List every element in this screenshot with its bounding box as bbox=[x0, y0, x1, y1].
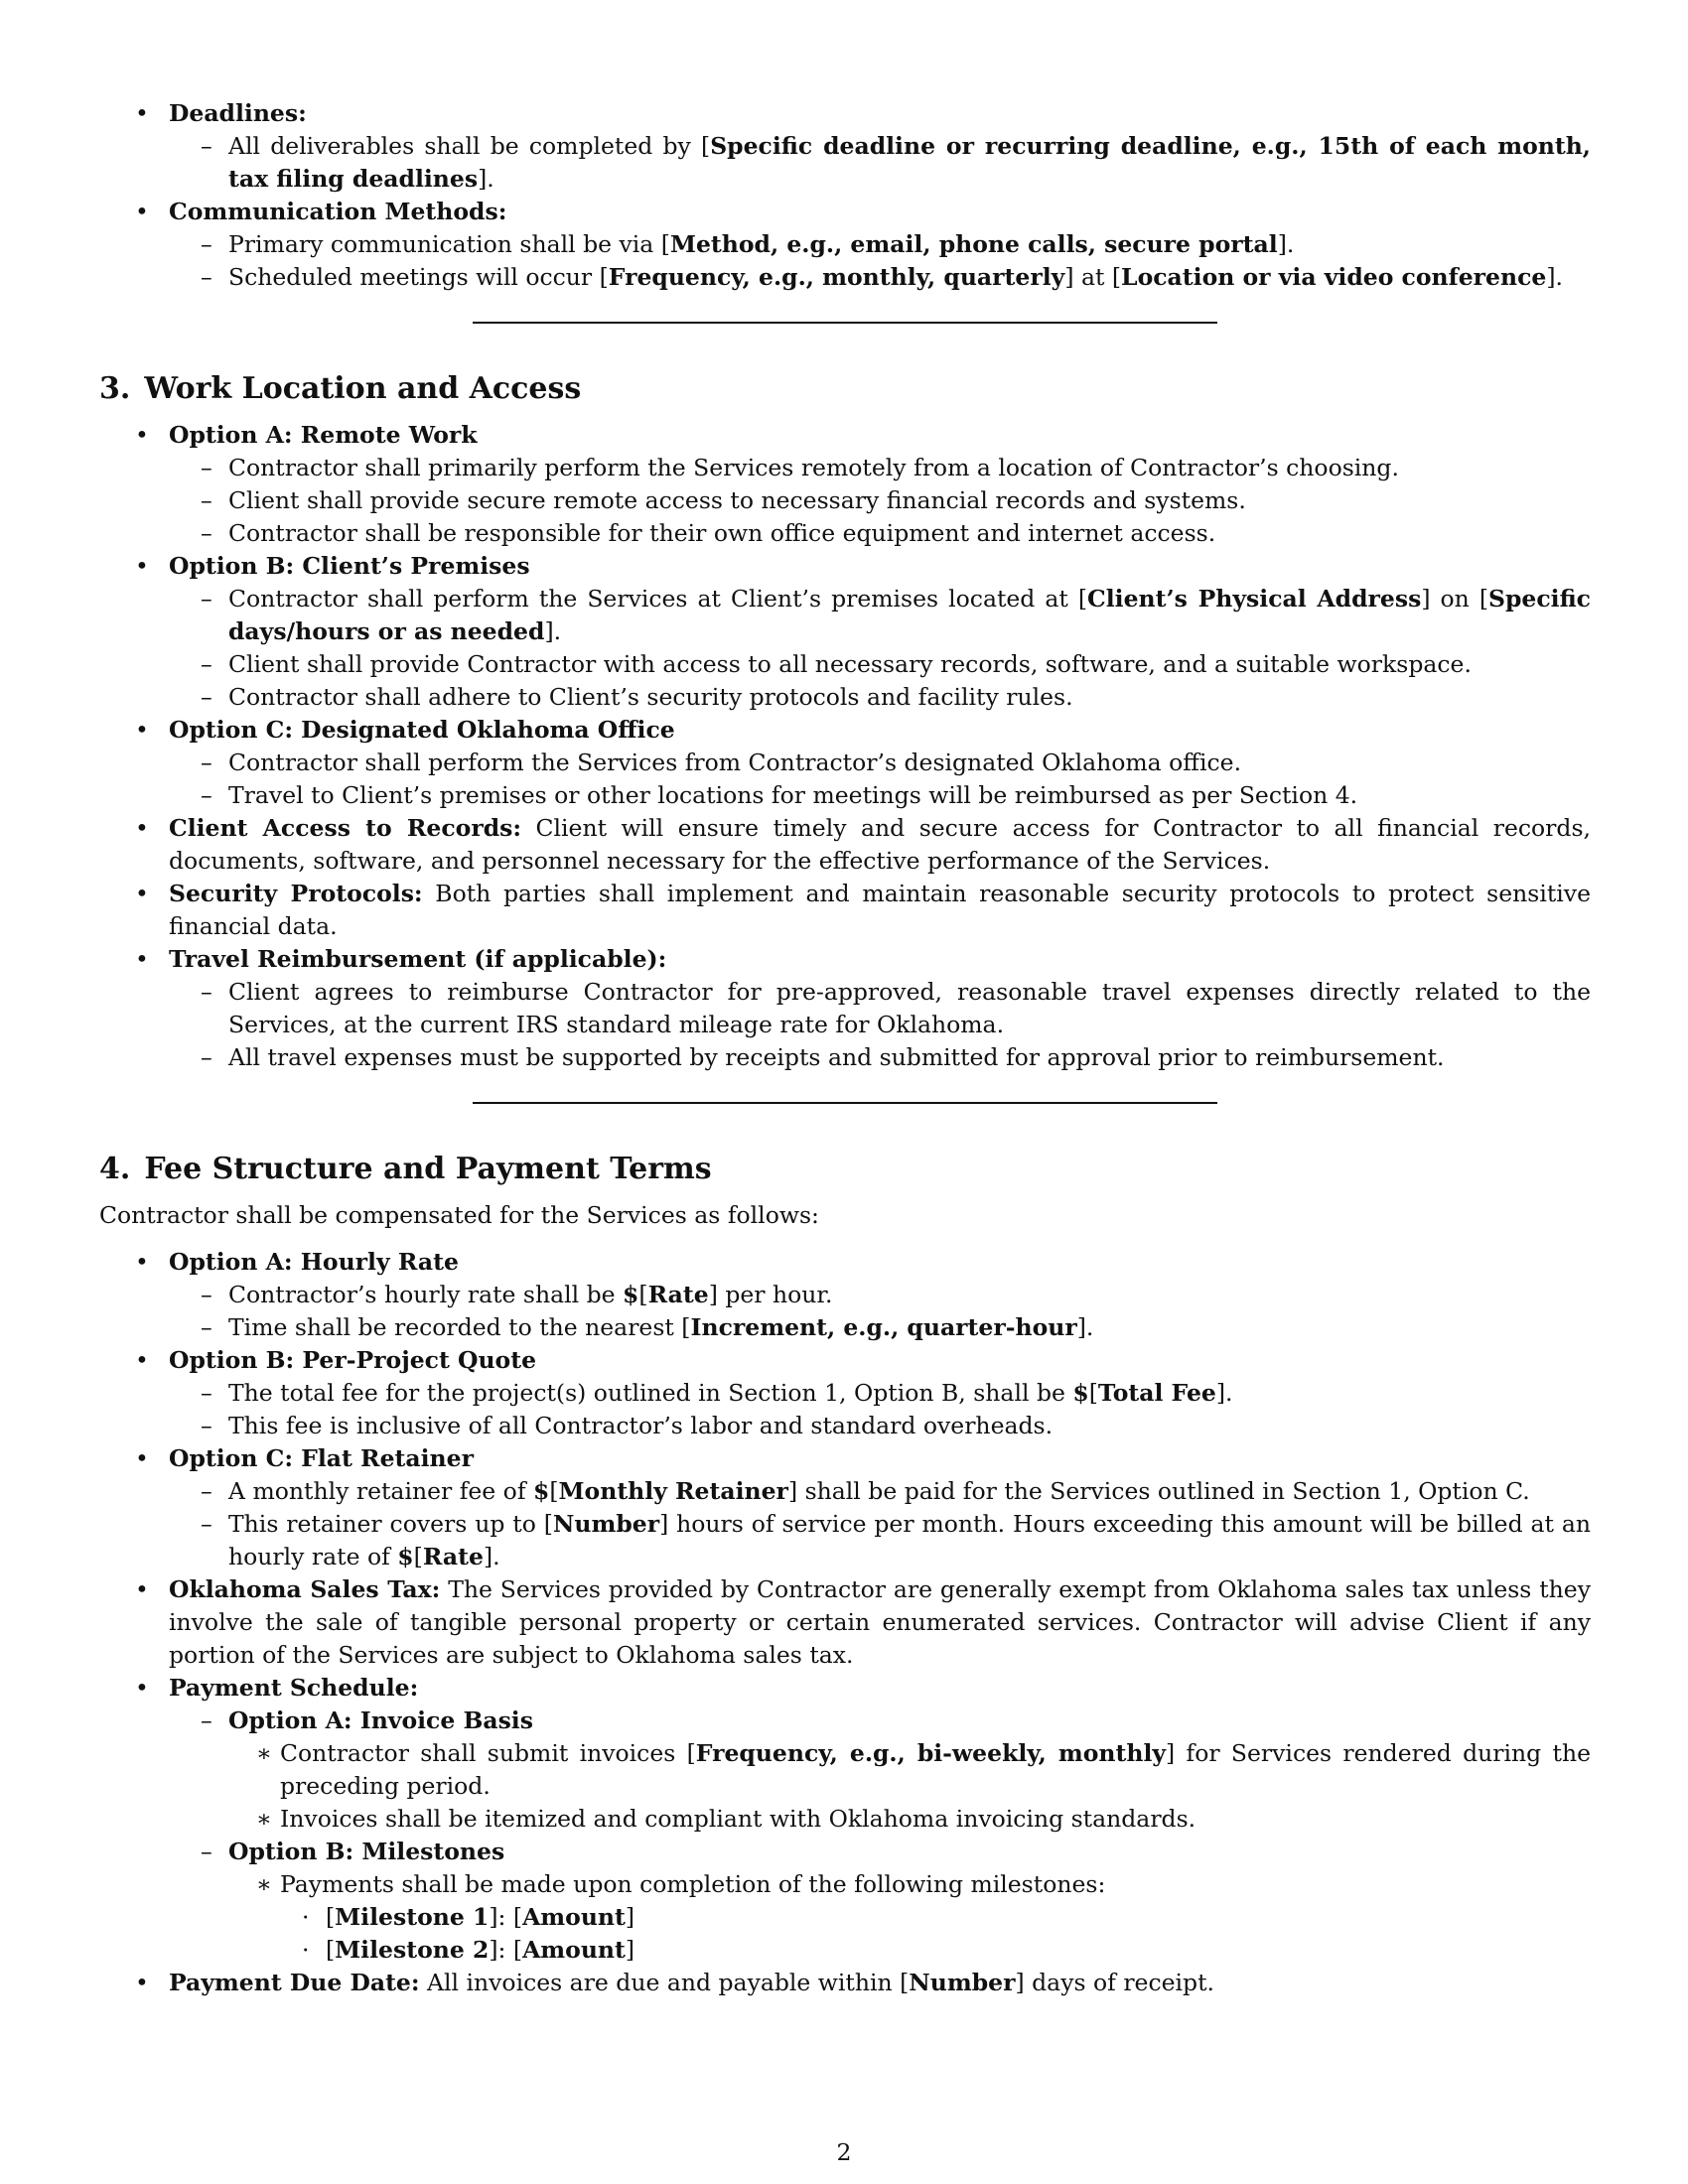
communication-subitem: – Primary communication shall be via [Method, e.g., email, phone calls, secure portal]. bbox=[169, 228, 1591, 261]
deadlines-subitem: – All deliverables shall be completed by [Specific deadline or recurring deadline, e.g., 15th of each month, tax filing deadlines]. bbox=[169, 130, 1591, 196]
list-item: – Contractor shall primarily perform the Services remotely from a location of Contractor’s choosing. bbox=[169, 452, 1591, 484]
section-4-intro: Contractor shall be compensated for the Services as follows: bbox=[99, 1201, 819, 1229]
list-item: – Contractor shall perform the Services from Contractor’s designated Oklahoma office. bbox=[169, 747, 1591, 779]
section-3-heading: 3. Work Location and Access bbox=[99, 371, 582, 406]
payment-schedule-item: • Payment Schedule: – Option A: Invoice Basis ∗ Contractor shall submit invoices [Frequency, e.g., bi-weekly, monthly] for Services rendered during the preceding period. ∗ Invoices shall be itemized and compliant with Oklahoma invoicing standards. – Option B: Milestones ∗ Payments shall be made upon completion of the following milestones: · [Milestone 1]: [Amount] · [Milestone 2]: [Amount] bbox=[99, 1672, 1591, 1967]
flat-retainer-option: • Option C: Flat Retainer – A monthly retainer fee of $[Monthly Retainer] shall be paid for the Services outlined in Section 1, Option C. – This retainer covers up to [Number] hours of service per month. Hours exceeding this amount will be billed at an hourly rate of $[Rate]. bbox=[99, 1442, 1591, 1573]
list-item: ∗ Payments shall be made upon completion of the following milestones: · [Milestone 1]: [Amount] · [Milestone 2]: [Amount] bbox=[228, 1868, 1591, 1967]
hourly-rate-option: • Option A: Hourly Rate – Contractor’s hourly rate shall be $[Rate] per hour. – Time shall be recorded to the nearest [Increment, e.g., quarter-hour]. bbox=[99, 1246, 1591, 1344]
list-item: – This retainer covers up to [Number] hours of service per month. Hours exceeding this amount will be billed at an hourly rate of $[Rate]. bbox=[169, 1508, 1591, 1573]
communication-subitem: – Scheduled meetings will occur [Frequency, e.g., monthly, quarterly] at [Location or via video conference]. bbox=[169, 261, 1591, 294]
list-item: – Client shall provide Contractor with access to all necessary records, software, and a suitable workspace. bbox=[169, 648, 1591, 681]
section-divider bbox=[473, 1102, 1217, 1104]
top-list bbox=[99, 97, 1591, 294]
list-item: – Contractor shall perform the Services at Client’s premises located at [Client’s Physical Address] on [Specific days/hours or as needed]. bbox=[169, 583, 1591, 648]
oklahoma-office-option: • Option C: Designated Oklahoma Office – Contractor shall perform the Services from Contractor’s designated Oklahoma office. – Travel to Client’s premises or other locations for meetings will be reimbursed as per Section 4. bbox=[99, 714, 1591, 812]
list-item: – All travel expenses must be supported by receipts and submitted for approval prior to reimbursement. bbox=[169, 1041, 1591, 1074]
list-item: – Client shall provide secure remote access to necessary financial records and systems. bbox=[169, 484, 1591, 517]
list-item: – The total fee for the project(s) outlined in Section 1, Option B, shall be $[Total Fee]. bbox=[169, 1377, 1591, 1410]
deadlines-label: Deadlines: bbox=[169, 99, 307, 127]
list-item: – A monthly retainer fee of $[Monthly Retainer] shall be paid for the Services outlined in Section 1, Option C. bbox=[169, 1475, 1591, 1508]
list-item: – Contractor’s hourly rate shall be $[Rate] per hour. bbox=[169, 1279, 1591, 1311]
list-item: – Travel to Client’s premises or other locations for meetings will be reimbursed as per Section 4. bbox=[169, 779, 1591, 812]
milestone-item: · [Milestone 1]: [Amount] bbox=[280, 1901, 1591, 1934]
communication-label: Communication Methods: bbox=[169, 198, 507, 225]
security-protocols-item: • Security Protocols: Both parties shall implement and maintain reasonable security protocols to protect sensitive financial data. bbox=[99, 878, 1591, 943]
remote-work-option: • Option A: Remote Work – Contractor shall primarily perform the Services remotely from a location of Contractor’s choosing. – Client shall provide secure remote access to necessary financial records and systems. – Contractor shall be responsible for their own office equipment and internet access. bbox=[99, 419, 1591, 550]
section-3-list bbox=[99, 419, 1591, 1074]
deadlines-item bbox=[99, 97, 1591, 196]
list-item: ∗ Contractor shall submit invoices [Frequency, e.g., bi-weekly, monthly] for Services rendered during the preceding period. bbox=[228, 1737, 1591, 1803]
client-access-item: • Client Access to Records: Client will ensure timely and secure access for Contractor to all financial records, documents, software, and personnel necessary for the effective performance of the Services. bbox=[99, 812, 1591, 878]
milestone-item: · [Milestone 2]: [Amount] bbox=[280, 1934, 1591, 1967]
travel-reimbursement-item: • Travel Reimbursement (if applicable): – Client agrees to reimburse Contractor for pre-approved, reasonable travel expenses directly related to the Services, at the current IRS standard mileage rate for Oklahoma. – All travel expenses must be supported by receipts and submitted for approval prior to reimbursement. bbox=[99, 943, 1591, 1074]
list-item: – Contractor shall adhere to Client’s security protocols and facility rules. bbox=[169, 681, 1591, 714]
page-number: 2 bbox=[836, 2138, 852, 2166]
list-item: ∗ Invoices shall be itemized and compliant with Oklahoma invoicing standards. bbox=[228, 1803, 1591, 1836]
section-4-list bbox=[99, 1246, 1591, 1999]
per-project-option: • Option B: Per-Project Quote – The total fee for the project(s) outlined in Section 1, Option B, shall be $[Total Fee]. – This fee is inclusive of all Contractor’s labor and standard overheads. bbox=[99, 1344, 1591, 1442]
section-divider bbox=[473, 322, 1217, 324]
list-item: – Contractor shall be responsible for their own office equipment and internet access. bbox=[169, 517, 1591, 550]
section-4-heading: 4. Fee Structure and Payment Terms bbox=[99, 1152, 712, 1186]
document-page bbox=[99, 97, 1591, 1999]
sales-tax-item: • Oklahoma Sales Tax: The Services provided by Contractor are generally exempt from Oklahoma sales tax unless they involve the sale of tangible personal property or certain enumerated services. Contractor will advise Client if any portion of the Services are subject to Oklahoma sales tax. bbox=[99, 1573, 1591, 1672]
list-item: – Time shall be recorded to the nearest [Increment, e.g., quarter-hour]. bbox=[169, 1311, 1591, 1344]
milestones-option: – Option B: Milestones ∗ Payments shall be made upon completion of the following milestones: · [Milestone 1]: [Amount] · [Milestone 2]: [Amount] bbox=[169, 1836, 1591, 1967]
list-item: – Client agrees to reimburse Contractor for pre-approved, reasonable travel expenses directly related to the Services, at the current IRS standard mileage rate for Oklahoma. bbox=[169, 976, 1591, 1041]
payment-due-item: • Payment Due Date: All invoices are due and payable within [Number] days of receipt. bbox=[99, 1967, 1591, 1999]
list-item: – This fee is inclusive of all Contractor’s labor and standard overheads. bbox=[169, 1410, 1591, 1442]
client-premises-option: • Option B: Client’s Premises – Contractor shall perform the Services at Client’s premises located at [Client’s Physical Address] on [Specific days/hours or as needed]. – Client shall provide Contractor with access to all necessary records, software, and a suitable workspace. – Contractor shall adhere to Client’s security protocols and facility rules. bbox=[99, 550, 1591, 714]
communication-item bbox=[99, 196, 1591, 294]
invoice-basis-option: – Option A: Invoice Basis ∗ Contractor shall submit invoices [Frequency, e.g., bi-weekly, monthly] for Services rendered during the preceding period. ∗ Invoices shall be itemized and compliant with Oklahoma invoicing standards. bbox=[169, 1705, 1591, 1836]
